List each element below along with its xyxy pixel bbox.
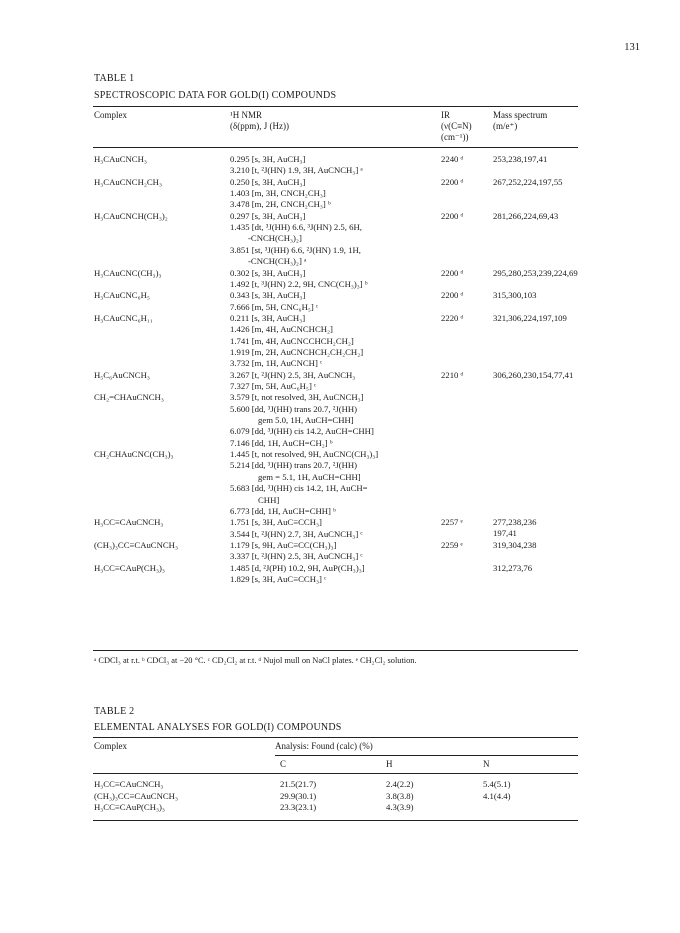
table2-cell-c: 29.9(30.1) — [280, 790, 317, 801]
table1-cell-nmr-line: 0.250 [s, 3H, AuCH₃] — [230, 176, 306, 187]
table2-cell-c: 23.3(23.1) — [280, 802, 317, 813]
table1-cell-complex: H₃CAuCNC₆H₁₁ — [94, 312, 153, 323]
table1-cell-nmr-line: 0.211 [s, 3H, AuCH₃] — [230, 312, 306, 323]
table1-cell-complex: H₃CAuCNC(CH₃)₃ — [94, 267, 162, 278]
table1-cell-nmr-line: 1.426 [m, 4H, AuCNCHCH₂] — [230, 324, 333, 335]
table2-bottom-rule — [93, 820, 578, 821]
table1-cell-nmr-line: 1.741 [m, 4H, AuCNCCHCH₂CH₂] — [230, 335, 354, 346]
table1-header-ms: Mass spectrum (m/e⁺) — [493, 110, 548, 131]
table1-cell-nmr-line: 3.210 [t, ²J(HN) 1.9, 3H, AuCNCH₃] ᵃ — [230, 165, 363, 176]
table1-cell-nmr-line: 3.267 [t, ²J(HN) 2.5, 3H, AuCNCH₃ — [230, 369, 356, 380]
table1-cell-ir: 2200 ᵈ — [441, 267, 464, 278]
table1-cell-ms: 253,238,197,41 — [493, 154, 548, 164]
table1-cell-nmr-line: 1.829 [s, 3H, AuC≡CCH₃] ᶜ — [230, 573, 327, 584]
table1-footnotes: ᵃ CDCl₃ at r.t. ᵇ CDCl₃ at −20 °C. ᶜ CD₂Cl₂ at r.t. ᵈ Nujol mull on NaCl plates. ᵉ CH₂Cl₂ solution. — [94, 656, 417, 665]
table1-header-rule — [93, 147, 578, 148]
table1-cell-ms: 319,304,238 — [493, 539, 537, 550]
table1-cell-complex: H₃CAuCNCH₃ — [94, 154, 147, 164]
table1-cell-nmr-line: 3.579 [t, not resolved, 3H, AuCNCH₃] — [230, 392, 364, 403]
table1-cell-ir: 2210 ᵈ — [441, 369, 464, 380]
table1-cell-nmr-line: 1.751 [s, 3H, AuC≡CCH₃] — [230, 517, 322, 528]
table1-cell-ms: 312,273,76 — [493, 562, 533, 573]
table1-header-complex: Complex — [94, 110, 127, 120]
table1-cell-nmr-line: 6.079 [dd, ³J(HH) cis 14.2, AuCH=CHH] — [230, 426, 374, 437]
table1-cell-ir: 2257 ᵉ — [441, 517, 463, 528]
table2-title: ELEMENTAL ANALYSES FOR GOLD(I) COMPOUNDS — [94, 722, 342, 733]
table1-cell-ms: 321,306,224,197,109 — [493, 312, 567, 323]
table2-header-n: N — [483, 759, 490, 769]
table1-cell-complex: CH₂=CHAuCNCH₃ — [94, 392, 164, 403]
table2-cell-complex: H₃CC≡CAuP(CH₃)₃ — [94, 802, 165, 813]
table1-cell-nmr-line: 3.337 [t, ²J(HN) 2.5, 3H, AuCNCH₃] ᶜ — [230, 551, 363, 562]
table1-cell-nmr-line: 3.478 [m, 2H, CNCH₂CH₃] ᵇ — [230, 199, 331, 210]
table1-cell-complex: H₅C₆AuCNCH₃ — [94, 369, 150, 380]
table2-cell-h: 2.4(2.2) — [386, 779, 414, 789]
table1-cell-ir: 2200 ᵈ — [441, 290, 464, 301]
table1-cell-nmr-line: 1.492 [t, ³J(HN) 2.2, 9H, CNC(CH₃)₃] ᵇ — [230, 278, 368, 289]
table1-cell-nmr-line: 1.445 [t, not resolved, 9H, AuCNC(CH₃)₃] — [230, 449, 379, 460]
table1-cell-nmr-line: 1.403 [m, 3H, CNCH₂CH₃] — [230, 188, 326, 199]
table1-cell-complex: CH₂CHAuCNC(CH₃)₃ — [94, 449, 174, 460]
table1-cell-nmr-line: 7.146 [dd, 1H, AuCH=CH₂] ᵇ — [230, 437, 333, 448]
table2-cell-n: 5.4(5.1) — [483, 779, 511, 789]
table2-cell-h: 4.3(3.9) — [386, 802, 414, 813]
table1-title: SPECTROSCOPIC DATA FOR GOLD(I) COMPOUNDS — [94, 90, 337, 101]
table1-cell-complex: H₃CAuCNCH₂CH₃ — [94, 176, 162, 187]
table1-cell-nmr-line: -CNCH(CH₃)₂] ᵃ — [248, 256, 307, 267]
table1-cell-nmr-line: 3.851 [st, ³J(HH) 6.6, ²J(HN) 1.9, 1H, — [230, 244, 361, 255]
table2-label: TABLE 2 — [94, 706, 135, 717]
table1-cell-ms: 267,252,224,197,55 — [493, 176, 563, 187]
table1-cell-ir: 2240 ᵈ — [441, 154, 464, 164]
table2-cell-c: 21.5(21.7) — [280, 779, 317, 789]
table1-cell-nmr-line: 6.773 [dd, 1H, AuCH=CHH] ᵇ — [230, 505, 336, 516]
table1-cell-nmr-line: 7.327 [m, 5H, AuC₆H₅] ᶜ — [230, 381, 317, 391]
table1-bottom-rule — [93, 650, 578, 651]
table2-header-analysis: Analysis: Found (calc) (%) — [275, 741, 373, 751]
table1-cell-nmr-line: 5.600 [dd, ³J(HH) trans 20.7, ²J(HH) — [230, 403, 358, 414]
table1-cell-nmr-line: gem = 5.1, 1H, AuCH=CHH] — [258, 471, 361, 482]
table2-cell-n: 4.1(4.4) — [483, 790, 511, 801]
table1-cell-nmr-line: CHH] — [258, 494, 280, 505]
table1-top-rule — [93, 106, 578, 107]
table1-cell-nmr-line: 0.297 [s, 3H, AuCH₃] — [230, 210, 306, 221]
table1-cell-complex: H₃CAuCNCH(CH₃)₂ — [94, 210, 168, 221]
table2-cell-complex: (CH₃)₃CC≡CAuCNCH₃ — [94, 790, 178, 801]
table1-cell-ir: 2220 ᵈ — [441, 312, 464, 323]
table1-cell-nmr-line: 3.544 [t, ²J(HN) 2.7, 3H, AuCNCH₃] ᶜ — [230, 528, 363, 539]
table2-top-rule — [93, 737, 578, 738]
page-number: 131 — [624, 42, 640, 53]
table1-cell-nmr-line: 1.435 [dt, ³J(HH) 6.6, ³J(HN) 2.5, 6H, — [230, 222, 362, 233]
table1-cell-nmr-line: 0.302 [s, 3H, AuCH₃] — [230, 267, 306, 278]
table1-cell-nmr-line: 0.343 [s, 3H, AuCH₃] — [230, 290, 306, 301]
table1-cell-ir: 2200 ᵈ — [441, 210, 464, 221]
table1-cell-ms: 277,238,236 197,41 — [493, 517, 537, 539]
table1-cell-nmr-line: 3.732 [m, 1H, AuCNCH] ᶜ — [230, 358, 323, 369]
table2-header-rule — [93, 773, 578, 774]
table2-cell-h: 3.8(3.8) — [386, 790, 414, 801]
table1-cell-nmr-line: 1.919 [m, 2H, AuCNCHCH₂CH₂CH₂] — [230, 346, 364, 357]
table1-cell-ms: 295,280,253,239,224,69 — [493, 267, 578, 278]
table2-cell-complex: H₃CC≡CAuCNCH₃ — [94, 779, 164, 789]
table1-cell-ms: 306,260,230,154,77,41 — [493, 369, 574, 380]
table1-cell-nmr-line: 7.666 [m, 5H, CNC₆H₅] ᶜ — [230, 301, 319, 312]
table1-cell-complex: H₃CAuCNC₆H₅ — [94, 290, 150, 301]
table1-cell-ms: 281,266,224,69,43 — [493, 210, 559, 221]
table1-cell-nmr-line: 5.683 [dd, ³J(HH) cis 14.2, 1H, AuCH= — [230, 483, 368, 494]
table1-cell-complex: H₃CC≡CAuCNCH₃ — [94, 517, 164, 528]
table1-cell-nmr-line: -CNCH(CH₃)₂] — [248, 233, 302, 244]
table1-cell-ms: 315,300,103 — [493, 290, 537, 301]
table2-header-complex: Complex — [94, 741, 127, 751]
table2-header-c: C — [280, 759, 287, 769]
table1-header-nmr: ¹H NMR (δ(ppm), J (Hz)) — [230, 110, 289, 131]
table1-cell-ir: 2200 ᵈ — [441, 176, 464, 187]
table1-cell-complex: H₃CC≡CAuP(CH₃)₃ — [94, 562, 165, 573]
table1-label: TABLE 1 — [94, 73, 135, 84]
table1-cell-nmr-line: gem 5.0, 1H, AuCH=CHH] — [258, 415, 354, 426]
table1-cell-nmr-line: 1.485 [d, ²J(PH) 10.2, 9H, AuP(CH₃)₃] — [230, 562, 365, 573]
table2-analysis-rule — [275, 755, 578, 756]
table1-cell-nmr-line: 5.214 [dd, ³J(HH) trans 20.7, ²J(HH) — [230, 460, 358, 471]
table1-cell-nmr-line: 1.179 [s, 9H, AuC≡CC(CH₃)₃] — [230, 539, 337, 550]
table1-header-ir: IR (ν(C≡N) (cm⁻¹)) — [441, 110, 472, 142]
table1-cell-nmr-line: 0.295 [s, 3H, AuCH₃] — [230, 154, 306, 164]
table1-cell-complex: (CH₃)₃CC≡CAuCNCH₃ — [94, 539, 178, 550]
table2-header-h: H — [386, 759, 393, 769]
table1-cell-ir: 2259 ᵉ — [441, 539, 463, 550]
